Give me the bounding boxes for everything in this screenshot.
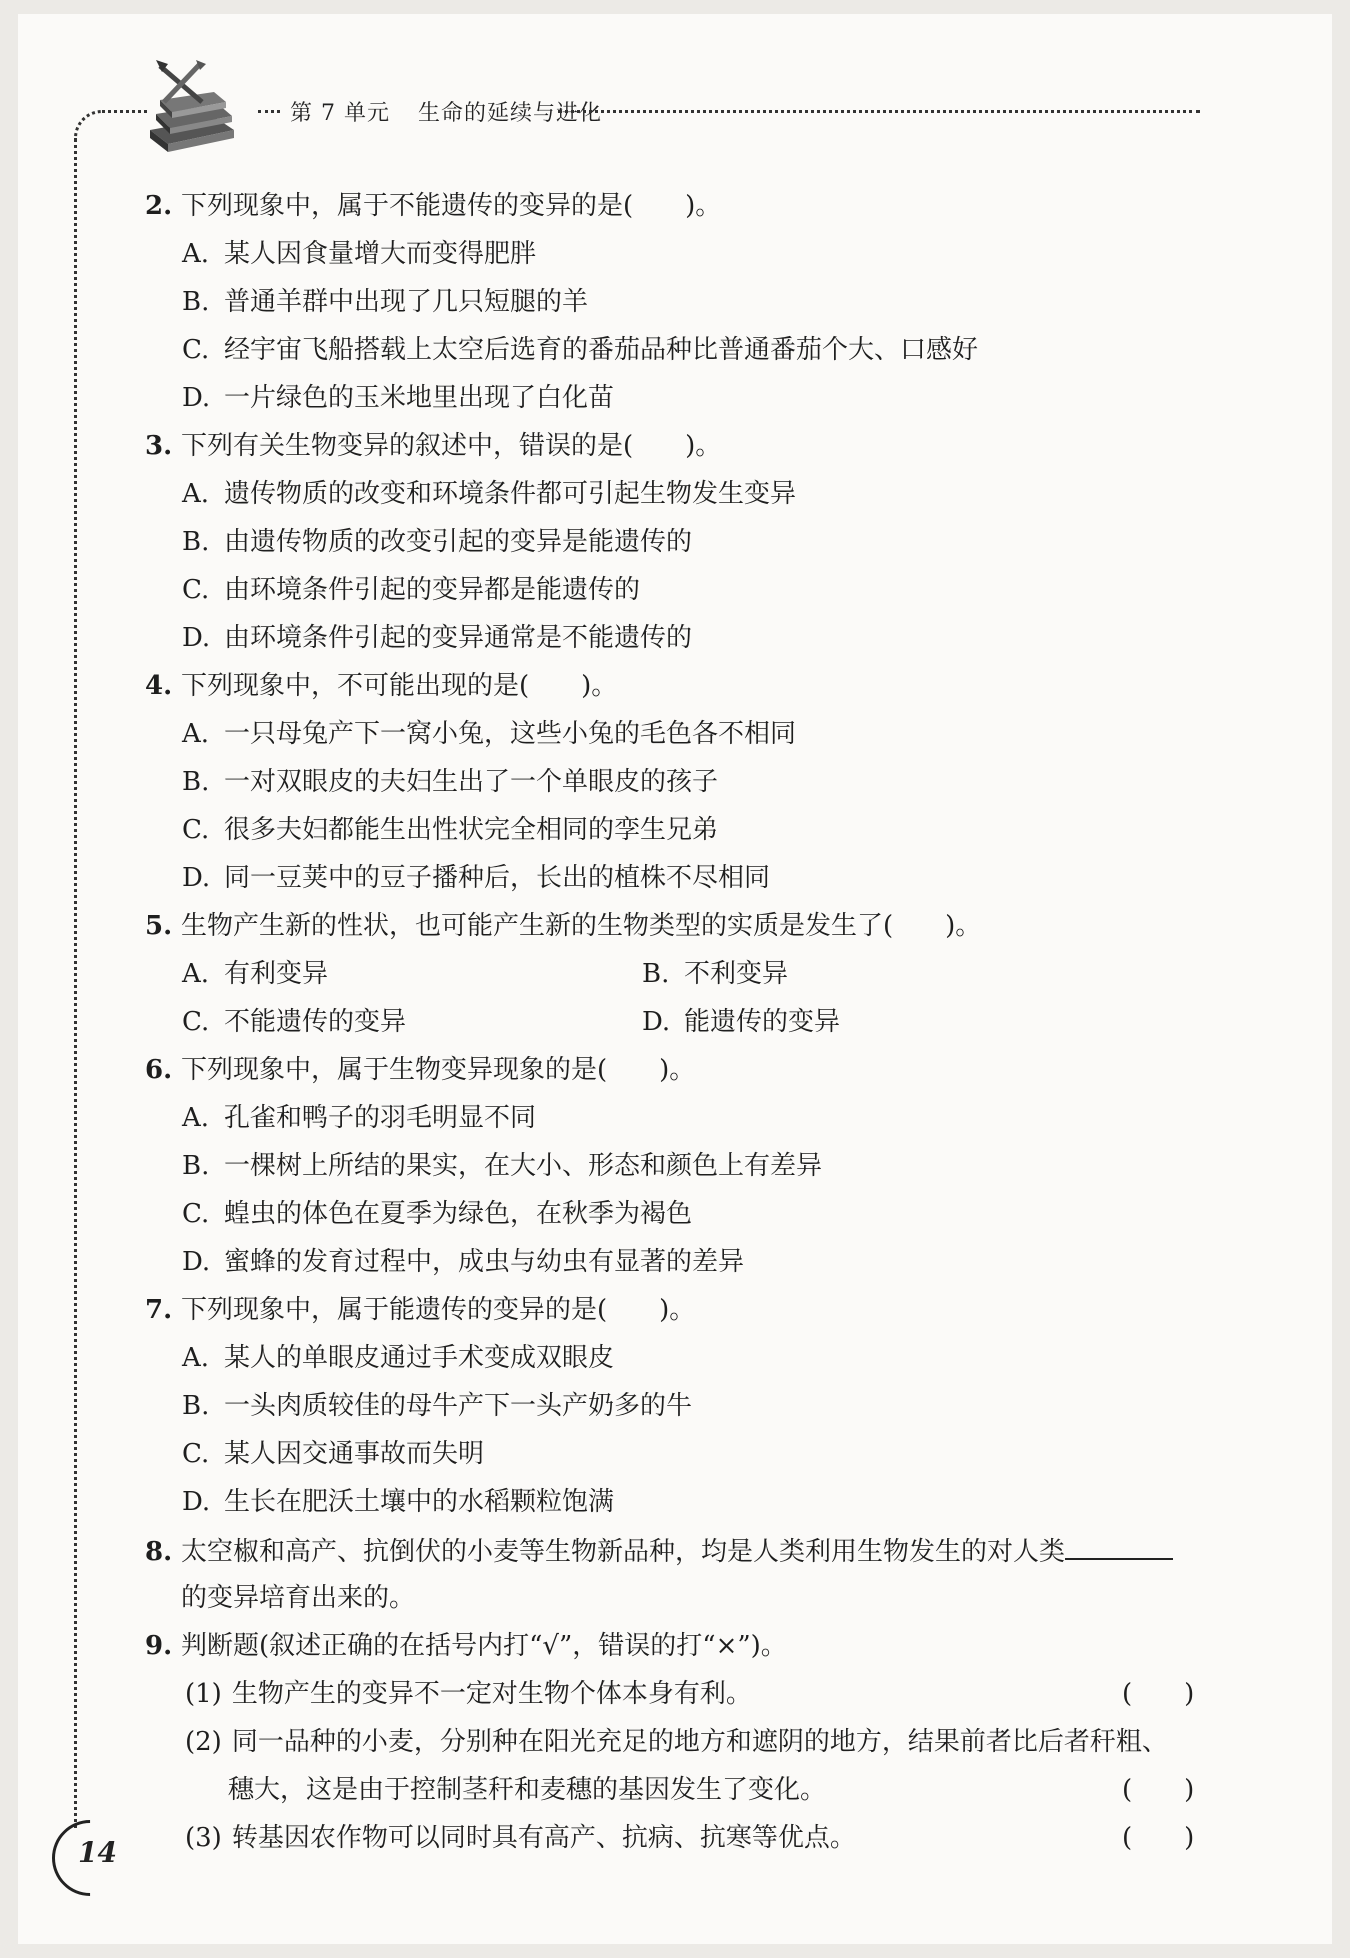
question-5-option-a: [182, 958, 328, 990]
judge-answer-paren-1[interactable]: ( ): [1122, 1679, 1195, 1709]
question-number: 5.: [145, 911, 173, 941]
option-letter: D.: [182, 1247, 211, 1277]
question-text: 下列现象中，属于生物变异现象的是( )。: [181, 1055, 696, 1085]
option-text: 一片绿色的玉米地里出现了白化苗: [224, 383, 615, 413]
judge-item-3: [185, 1822, 856, 1854]
item-text: 穗大，这是由于控制茎秆和麦穗的基因发生了变化。: [228, 1775, 827, 1805]
unit-label: 第 7 单元: [290, 101, 390, 126]
question-3-option-d: [182, 622, 692, 654]
item-label: (3): [185, 1823, 222, 1853]
question-text: 太空椒和高产、抗倒伏的小麦等生物新品种，均是人类利用生物发生的对人类: [181, 1537, 1066, 1567]
option-letter: C.: [182, 575, 210, 605]
question-text: 判断题(叙述正确的在括号内打“√”，错误的打“×”)。: [181, 1631, 787, 1661]
judge-answer-paren-2[interactable]: ( ): [1122, 1775, 1195, 1805]
margin-border-line: [74, 138, 77, 1828]
judge-item-1: [185, 1678, 752, 1710]
question-2-option-b: [182, 286, 588, 318]
option-text: 某人因食量增大而变得肥胖: [224, 239, 537, 269]
question-number: 2.: [145, 191, 173, 221]
question-6-option-a: [182, 1102, 536, 1134]
option-text: 遗传物质的改变和环境条件都可引起生物发生变异: [224, 479, 797, 509]
question-8-stem: [145, 1534, 1173, 1568]
question-7-option-d: [182, 1486, 614, 1518]
question-number: 7.: [145, 1295, 173, 1325]
question-number: 3.: [145, 431, 173, 461]
option-letter: B.: [182, 767, 210, 797]
option-letter: D.: [182, 623, 211, 653]
option-letter: D.: [642, 1007, 671, 1037]
option-letter: C.: [182, 1439, 210, 1469]
question-text: 下列现象中，不可能出现的是( )。: [181, 671, 618, 701]
option-text: 孔雀和鸭子的羽毛明显不同: [224, 1103, 537, 1133]
question-4-option-c: [182, 814, 718, 846]
option-text: 某人因交通事故而失明: [224, 1439, 485, 1469]
option-text: 一对双眼皮的夫妇生出了一个单眼皮的孩子: [224, 767, 719, 797]
question-2-option-c: [182, 334, 978, 366]
option-text: 蜜蜂的发育过程中，成虫与幼虫有显著的差异: [224, 1247, 745, 1277]
question-5-option-b: [642, 958, 788, 990]
question-3-stem: [145, 430, 721, 462]
option-letter: B.: [182, 287, 210, 317]
option-letter: A.: [182, 1343, 210, 1373]
option-text: 普通羊群中出现了几只短腿的羊: [224, 287, 589, 317]
question-6-option-c: [182, 1198, 692, 1230]
question-text: 的变异培育出来的。: [181, 1583, 416, 1613]
question-3-option-b: [182, 526, 692, 558]
question-5-option-d: [642, 1006, 840, 1038]
page-number: 14: [78, 1836, 117, 1869]
question-3-option-a: [182, 478, 796, 510]
option-text: 由环境条件引起的变异通常是不能遗传的: [224, 623, 693, 653]
margin-border-curve: [74, 110, 147, 143]
option-text: 生长在肥沃土壤中的水稻颗粒饱满: [224, 1487, 615, 1517]
option-letter: A.: [182, 719, 210, 749]
question-2-stem: [145, 190, 721, 222]
option-letter: B.: [182, 1391, 210, 1421]
option-letter: A.: [182, 239, 210, 269]
question-6-option-b: [182, 1150, 822, 1182]
option-letter: B.: [182, 527, 210, 557]
option-letter: C.: [182, 815, 210, 845]
option-text: 同一豆荚中的豆子播种后，长出的植株不尽相同: [224, 863, 771, 893]
judge-item-2-continuation: [228, 1774, 826, 1806]
option-letter: A.: [182, 959, 210, 989]
question-6-stem: [145, 1054, 695, 1086]
question-8-continuation: [181, 1582, 415, 1614]
item-text: 生物产生的变异不一定对生物个体本身有利。: [231, 1679, 752, 1709]
option-text: 经宇宙飞船搭载上太空后选育的番茄品种比普通番茄个大、口感好: [224, 335, 979, 365]
book-stack-logo-icon: [130, 58, 240, 158]
question-text: 下列现象中，属于不能遗传的变异的是( )。: [181, 191, 722, 221]
question-4-stem: [145, 670, 617, 702]
option-text: 一棵树上所结的果实，在大小、形态和颜色上有差异: [224, 1151, 823, 1181]
option-text: 不利变异: [684, 959, 789, 989]
question-2-option-a: [182, 238, 536, 270]
question-7-option-a: [182, 1342, 614, 1374]
unit-title: 生命的延续与进化: [417, 101, 602, 126]
item-label: (1): [185, 1679, 222, 1709]
question-7-option-b: [182, 1390, 692, 1422]
header-dotted-rule: [558, 110, 1200, 113]
question-5-option-c: [182, 1006, 406, 1038]
question-number: 6.: [145, 1055, 173, 1085]
option-text: 由遗传物质的改变引起的变异是能遗传的: [224, 527, 693, 557]
option-letter: A.: [182, 1103, 210, 1133]
option-text: 一头肉质较佳的母牛产下一头产奶多的牛: [224, 1391, 693, 1421]
question-9-stem: [145, 1630, 787, 1662]
option-text: 不能遗传的变异: [224, 1007, 407, 1037]
option-text: 能遗传的变异: [684, 1007, 841, 1037]
item-text: 转基因农作物可以同时具有高产、抗病、抗寒等优点。: [231, 1823, 856, 1853]
option-letter: C.: [182, 1199, 210, 1229]
option-text: 很多夫妇都能生出性状完全相同的孪生兄弟: [224, 815, 719, 845]
question-4-option-b: [182, 766, 718, 798]
option-text: 某人的单眼皮通过手术变成双眼皮: [224, 1343, 615, 1373]
option-text: 由环境条件引起的变异都是能遗传的: [224, 575, 641, 605]
question-5-stem: [145, 910, 981, 942]
question-6-option-d: [182, 1246, 744, 1278]
question-number: 8.: [145, 1537, 173, 1567]
option-letter: B.: [642, 959, 670, 989]
option-letter: D.: [182, 1487, 211, 1517]
item-label: (2): [185, 1727, 222, 1757]
question-3-option-c: [182, 574, 640, 606]
question-text: 生物产生新的性状，也可能产生新的生物类型的实质是发生了( )。: [181, 911, 982, 941]
item-text: 同一品种的小麦，分别种在阳光充足的地方和遮阴的地方，结果前者比后者秆粗、: [231, 1727, 1168, 1757]
answer-blank[interactable]: [1065, 1534, 1173, 1560]
question-4-option-d: [182, 862, 770, 894]
question-text: 下列有关生物变异的叙述中，错误的是( )。: [181, 431, 722, 461]
question-text: 下列现象中，属于能遗传的变异的是( )。: [181, 1295, 696, 1325]
question-7-stem: [145, 1294, 695, 1326]
option-letter: D.: [182, 863, 211, 893]
option-letter: C.: [182, 1007, 210, 1037]
option-text: 蝗虫的体色在夏季为绿色，在秋季为褐色: [224, 1199, 693, 1229]
question-number: 9.: [145, 1631, 173, 1661]
option-letter: B.: [182, 1151, 210, 1181]
judge-answer-paren-3[interactable]: ( ): [1122, 1823, 1195, 1853]
question-4-option-a: [182, 718, 796, 750]
option-letter: C.: [182, 335, 210, 365]
judge-item-2: [185, 1726, 1168, 1758]
header-dots: [258, 110, 280, 113]
question-number: 4.: [145, 671, 173, 701]
option-text: 一只母兔产下一窝小兔，这些小兔的毛色各不相同: [224, 719, 797, 749]
question-7-option-c: [182, 1438, 484, 1470]
question-2-option-d: [182, 382, 614, 414]
option-text: 有利变异: [224, 959, 329, 989]
option-letter: A.: [182, 479, 210, 509]
option-letter: D.: [182, 383, 211, 413]
